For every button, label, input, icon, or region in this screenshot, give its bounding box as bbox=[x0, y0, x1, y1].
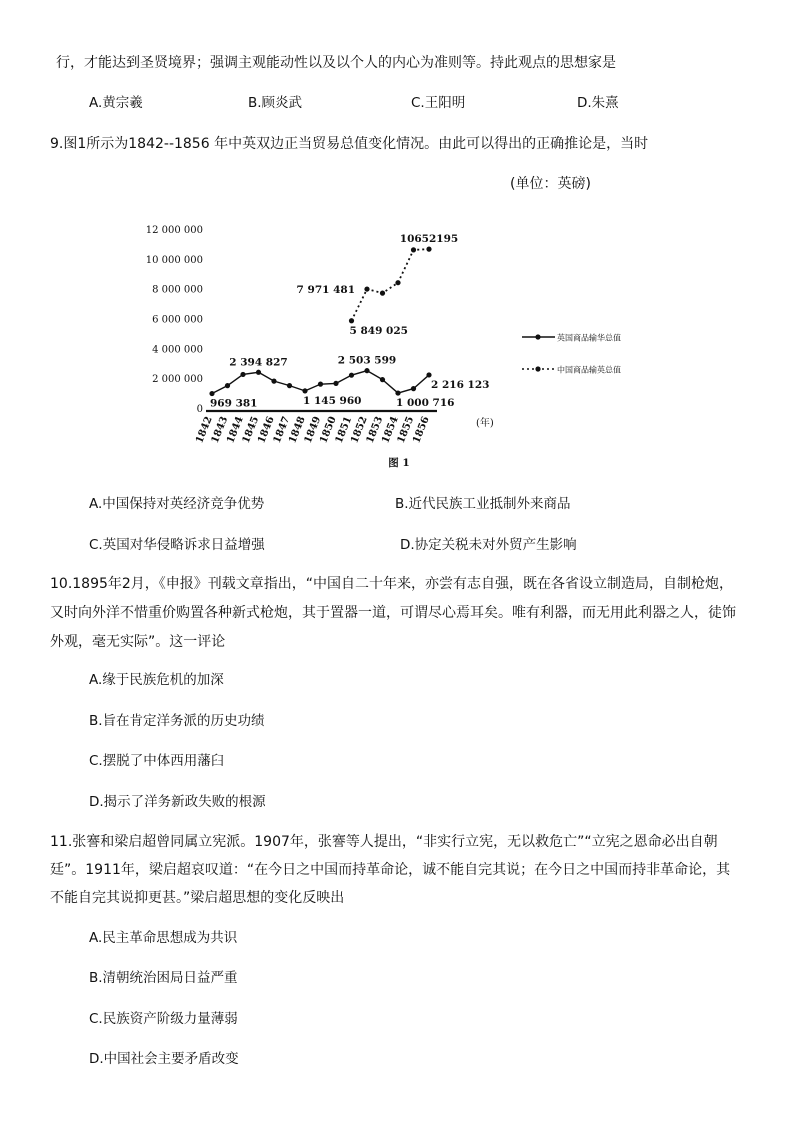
q9-unit-note: (单位：英磅) bbox=[510, 176, 591, 192]
q11-stem-line-3: 不能自完其说抑更甚。”梁启超思想的变化反映出 bbox=[50, 890, 345, 906]
data-label: 10652195 bbox=[399, 233, 459, 246]
data-label: 2 503 599 bbox=[337, 354, 397, 367]
series-2-point bbox=[380, 291, 385, 296]
y-tick-label: 6 000 000 bbox=[152, 314, 203, 326]
q11-stem-line-1: 11.张謇和梁启超曾同属立宪派。1907年，张謇等人提出，“非实行立宪，无以救危亡”“立宪之恩命必出自朝 bbox=[50, 834, 718, 850]
chart-title: 图 1 bbox=[388, 457, 410, 469]
x-tick-label: 1842 bbox=[194, 415, 215, 445]
series-1-point bbox=[411, 386, 416, 391]
q9-stem: 9.图1所示为1842--1856 年中英双边正当贸易总值变化情况。由此可以得出的正确推论是，当时 bbox=[50, 136, 649, 152]
data-label: 969 381 bbox=[210, 397, 258, 410]
x-tick-label: 1849 bbox=[302, 415, 324, 445]
q11-option-a[interactable]: A.民主革命思想成为共识 bbox=[89, 930, 238, 946]
data-label: 2 394 827 bbox=[229, 356, 288, 369]
y-tick-label: 12 000 000 bbox=[145, 225, 203, 236]
series-2-point bbox=[364, 286, 369, 291]
q8-option-c[interactable]: C.王阳明 bbox=[411, 95, 466, 111]
x-tick-label: 1845 bbox=[240, 415, 262, 445]
y-tick-label: 0 bbox=[196, 404, 203, 415]
legend-label-2: 中国商品输英总值 bbox=[557, 365, 621, 375]
series-1-point bbox=[349, 373, 354, 378]
y-tick-label: 10 000 000 bbox=[145, 254, 203, 266]
series-1-point bbox=[271, 379, 276, 384]
x-tick-label: 1855 bbox=[395, 415, 417, 445]
x-tick-label: 1851 bbox=[333, 415, 355, 445]
y-tick-label: 2 000 000 bbox=[152, 374, 203, 386]
x-tick-label: 1854 bbox=[380, 415, 401, 445]
legend-marker-2 bbox=[535, 366, 540, 371]
data-label: 5 849 025 bbox=[349, 324, 408, 337]
q9-option-d[interactable]: D.协定关税未对外贸产生影响 bbox=[400, 537, 577, 553]
q10-stem-line-3: 外观，毫无实际”。这一评论 bbox=[50, 634, 226, 650]
series-1-point bbox=[225, 383, 230, 388]
data-label: 1 000 716 bbox=[396, 397, 455, 410]
x-tick-label: 1853 bbox=[364, 415, 386, 445]
q10-stem-line-2: 又时向外洋不惜重价购置各种新式枪炮，其于置器一道，可谓尽心焉耳矣。唯有利器，而无用此利器之人，徒饰 bbox=[50, 605, 736, 621]
q11-stem-line-2: 廷”。1911年，梁启超哀叹道：“在今日之中国而持革命论，诚不能自完其说；在今日之中国而持非革命论，其 bbox=[50, 862, 731, 878]
q11-option-b[interactable]: B.清朝统治困局日益严重 bbox=[89, 970, 238, 986]
q11-option-d[interactable]: D.中国社会主要矛盾改变 bbox=[89, 1051, 239, 1067]
q8-option-a[interactable]: A.黄宗羲 bbox=[89, 95, 143, 111]
y-tick-label: 4 000 000 bbox=[152, 344, 203, 356]
data-label: 7 971 481 bbox=[296, 284, 355, 297]
series-1-point bbox=[302, 388, 307, 393]
q9-option-b[interactable]: B.近代民族工业抵制外来商品 bbox=[395, 496, 571, 512]
q10-option-a[interactable]: A.缘于民族危机的加深 bbox=[89, 672, 224, 688]
series-line-2 bbox=[352, 249, 430, 321]
series-1-point bbox=[240, 372, 245, 377]
data-label: 1 145 960 bbox=[303, 394, 362, 407]
series-1-point bbox=[395, 390, 400, 395]
q11-option-c[interactable]: C.民族资产阶级力量薄弱 bbox=[89, 1011, 238, 1027]
q8-stem-tail: 行，才能达到圣贤境界；强调主观能动性以及以个人的内心为准则等。持此观点的思想家是 bbox=[56, 55, 616, 71]
legend-marker-1 bbox=[535, 334, 540, 339]
legend-label-1: 英国商品输华总值 bbox=[557, 333, 621, 343]
y-tick-label: 8 000 000 bbox=[152, 284, 203, 296]
series-1-point bbox=[364, 368, 369, 373]
q8-option-b[interactable]: B.顾炎武 bbox=[248, 95, 303, 111]
series-2-point bbox=[395, 280, 400, 285]
series-1-point bbox=[318, 382, 323, 387]
series-1-point bbox=[209, 391, 214, 396]
q9-option-a[interactable]: A.中国保持对英经济竞争优势 bbox=[89, 496, 265, 512]
q10-option-d[interactable]: D.揭示了洋务新政失败的根源 bbox=[89, 794, 266, 810]
x-tick-label: 1852 bbox=[349, 415, 370, 445]
x-tick-label: 1850 bbox=[318, 415, 339, 445]
series-1-point bbox=[333, 381, 338, 386]
series-2-point bbox=[349, 318, 354, 323]
x-tick-label: 1856 bbox=[411, 415, 432, 445]
x-tick-label: 1848 bbox=[287, 415, 308, 445]
series-1-point bbox=[256, 370, 261, 375]
q9-option-c[interactable]: C.英国对华侵略诉求日益增强 bbox=[89, 537, 265, 553]
series-1-point bbox=[380, 377, 385, 382]
q10-option-c[interactable]: C.摆脱了中体西用藩臼 bbox=[89, 753, 225, 769]
x-tick-label: 1843 bbox=[209, 415, 231, 445]
series-1-point bbox=[287, 383, 292, 388]
x-axis-label: (年) bbox=[476, 418, 494, 429]
x-tick-label: 1846 bbox=[256, 415, 277, 445]
data-label: 2 216 123 bbox=[431, 378, 490, 391]
x-tick-label: 1844 bbox=[225, 415, 246, 445]
q10-stem-line-1: 10.1895年2月，《申报》刊载文章指出，“中国自二十年来，亦尝有志自强，既在各省设立制造局，自制枪炮， bbox=[50, 576, 734, 592]
q10-option-b[interactable]: B.旨在肯定洋务派的历史功绩 bbox=[89, 713, 265, 729]
series-line-1 bbox=[212, 371, 429, 394]
q8-option-d[interactable]: D.朱熹 bbox=[577, 95, 619, 111]
series-2-point bbox=[426, 247, 431, 252]
series-2-point bbox=[411, 247, 416, 252]
x-tick-label: 1847 bbox=[271, 415, 293, 445]
series-1-point bbox=[426, 372, 431, 377]
